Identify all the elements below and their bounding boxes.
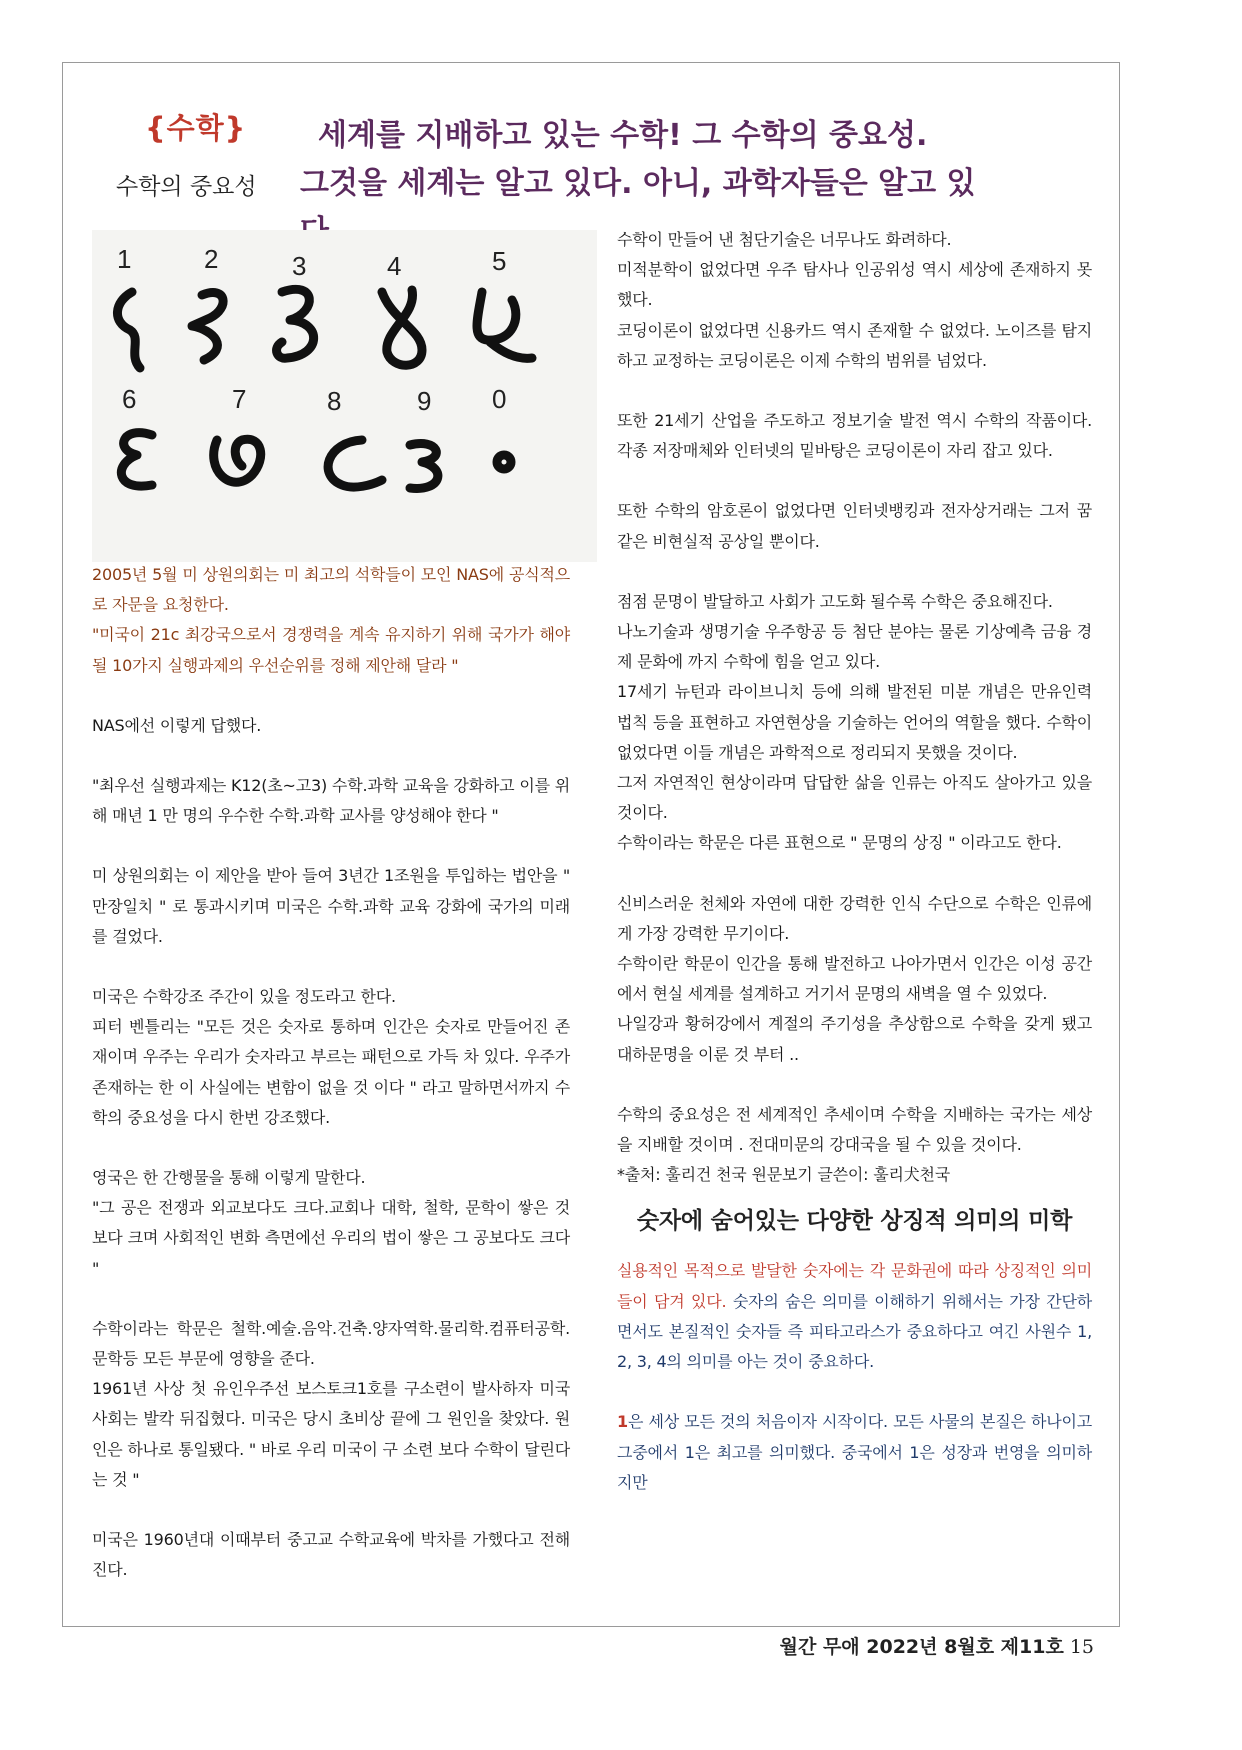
brahmi-glyph-7: [214, 439, 261, 482]
brahmi-glyph-8: [328, 440, 382, 487]
brahmi-glyph-5: [477, 292, 532, 358]
left-column: [92, 560, 570, 1585]
right-paragraph-2: 미적분학이 없었다면 우주 탐사나 인공위성 역시 세상에 존재하지 못했다.: [617, 260, 1092, 310]
left-paragraph-4b: 피터 벤틀리는 "모든 것은 숫자로 통하며 인간은 숫자로 만들어진 존재이며 우주는 우리가 숫자라고 부르는 패턴으로 가득 차 있다. 우주가 존재하는 한 이 사실에는 변함이 없을 것 이다 " 라고 말하면서까지 수학의 중요성을 다시 한번 강조했다.: [92, 1017, 570, 1127]
page-number: 15: [1069, 1636, 1094, 1658]
right-paragraph-1: 수학이 만들어 낸 첨단기술은 너무나도 화려하다.: [617, 230, 952, 249]
right-paragraph-6: 점점 문명이 발달하고 사회가 고도화 될수록 수학은 중요해진다.: [617, 591, 1053, 611]
digit-label-5: 5: [492, 246, 507, 276]
right-paragraph-14: 수학의 중요성은 전 세계적인 추세이며 수학을 지배하는 국가는 세상을 지배할 것이며 . 전대미문의 강대국을 될 수 있을 것이다.: [617, 1104, 1092, 1155]
left-paragraph-5a: 영국은 한 간행물을 통해 이렇게 말한다.: [92, 1168, 366, 1188]
left-paragraph-2: "최우선 실행과제는 K12(초~고3) 수학.과학 교육을 강화하고 이를 위해 매년 1 만 명의 우수한 수학.과학 교사를 양성해야 한다 ": [92, 776, 570, 826]
right-paragraph-4: 또한 21세기 산업을 주도하고 정보기술 발전 역시 수학의 작품이다. 각종 저장매체와 인터넷의 밑바탕은 코딩이론이 자리 잡고 있다.: [617, 411, 1092, 461]
symbolism-red-text: 실용적인 목적으로 발달한 숫자에는 각 문화권에 따라 상징적인 의미들이 담겨 있다.: [617, 1261, 1092, 1311]
right-column: [617, 225, 1092, 1498]
digit-label-8: 8: [327, 386, 342, 416]
right-paragraph-5: 또한 수학의 암호론이 없었다면 인터넷뱅킹과 전자상거래는 그저 꿈 같은 비현실적 공상일 뿐이다.: [617, 501, 1092, 551]
brahmi-glyph-6: [121, 433, 152, 486]
digit-label-9: 9: [417, 386, 432, 416]
brahmi-glyph-3: [277, 289, 314, 358]
brahmi-glyph-4: [382, 290, 422, 365]
brahmi-glyph-0: [497, 455, 511, 469]
digit-label-2: 2: [204, 244, 219, 274]
intro-paragraph-2: "미국이 21c 최강국으로서 경쟁력을 계속 유지하기 위해 국가가 해야 될 10가지 실행과제의 우선순위를 정해 제안해 달라 ": [92, 625, 570, 675]
digits-illustration: [92, 230, 597, 562]
right-paragraph-10: 수학이라는 학문은 다른 표현으로 " 문명의 상징 " 이라고도 한다.: [617, 833, 1062, 853]
left-paragraph-7: 미국은 1960년대 이때부터 중고교 수학교육에 박차를 가했다고 전해진다.: [92, 1530, 570, 1580]
left-paragraph-3: 미 상원의회는 이 제안을 받아 들여 3년간 1조원을 투입하는 법안을 " 만장일치 " 로 통과시키며 미국은 수학.과학 교육 강화에 국가의 미래를 걸었다.: [92, 866, 570, 946]
brahmi-digits-image: [92, 230, 597, 562]
section-heading: 숫자에 숨어있는 다양한 상징적 의미의 미학: [636, 1208, 1073, 1235]
symbolism-navy-text: 숫자의 숨은 의미를 이해하기 위해서는 가장 간단하면서도 본질적인 숫자들 즉 피타고라스가 중요하다고 여긴 사원수 1, 2, 3, 4의 의미를 아는 것이 중요하다.: [617, 1291, 1092, 1372]
subject-label: 수학의 중요성: [116, 174, 257, 200]
right-paragraph-7: 나노기술과 생명기술 우주항공 등 첨단 분야는 물론 기상예측 금융 경제 문화에 까지 수학에 힘을 얻고 있다.: [617, 622, 1092, 672]
number-one-text: 은 세상 모든 것의 처음이자 시작이다. 모든 사물의 본질은 하나이고 그중에서 1은 최고를 의미했다. 중국에서 1은 성장과 번영을 의미하지만: [617, 1412, 1092, 1492]
number-one: 1: [617, 1412, 628, 1432]
footer: [780, 1632, 1094, 1659]
left-paragraph-4a: 미국은 수학강조 주간이 있을 정도라고 한다.: [92, 987, 396, 1007]
right-paragraph-3: 코딩이론이 없었다면 신용카드 역시 존재할 수 없었다. 노이즈를 탐지하고 교정하는 코딩이론은 이제 수학의 범위를 넘었다.: [617, 320, 1092, 370]
digit-label-3: 3: [292, 251, 307, 281]
right-paragraph-11: 신비스러운 천체와 자연에 대한 강력한 인식 수단으로 수학은 인류에게 가장 강력한 무기이다.: [617, 893, 1092, 943]
left-paragraph-1: NAS에선 이렇게 답했다.: [92, 715, 262, 735]
symbolism-paragraph: [617, 1256, 1092, 1377]
digit-label-0: 0: [492, 384, 507, 414]
right-paragraph-12: 수학이란 학문이 인간을 통해 발전하고 나아가면서 인간은 이성 공간에서 현실 세계를 설계하고 거기서 문명의 새벽을 열 수 있었다.: [617, 954, 1092, 1004]
headline-line-2: 그것을 세계는 알고 있다. 아니, 과학자들은 알고 있: [300, 166, 976, 201]
source-credit: *출처: 훌리건 천국 원문보기 글쓴이: 훌리犬천국: [617, 1165, 951, 1185]
right-paragraph-13: 나일강과 황허강에서 계절의 주기성을 추상함으로 수학을 갖게 됐고 대하문명을 이룬 것 부터 ..: [617, 1014, 1092, 1064]
brahmi-glyph-1: [117, 292, 140, 368]
digit-label-7: 7: [232, 384, 247, 414]
digit-label-4: 4: [387, 251, 402, 281]
issue-label: 월간 무애 2022년 8월호 제11호: [779, 1636, 1064, 1658]
right-paragraph-9: 그저 자연적인 현상이라며 답답한 삶을 인류는 아직도 살아가고 있을 것이다.: [617, 773, 1092, 823]
number-one-paragraph: [617, 1407, 1092, 1498]
category-tag: {수학}: [145, 111, 247, 145]
brahmi-glyph-2: [192, 293, 223, 360]
digit-label-6: 6: [122, 384, 137, 414]
right-paragraph-8: 17세기 뉴턴과 라이브니치 등에 의해 발전된 미분 개념은 만유인력 법칙 등을 표현하고 자연현상을 기술하는 언어의 역할을 했다. 수학이 없었다면 이들 개념은 과학적으로 정리되지 못했을 것이다.: [617, 682, 1092, 762]
brahmi-glyph-9: [410, 444, 438, 489]
intro-paragraph-1: 2005년 5월 미 상원의회는 미 최고의 석학들이 모인 NAS에 공식적으로 자문을 요청한다.: [92, 565, 570, 615]
headline-line-1: 세계를 지배하고 있는 수학! 그 수학의 중요성.: [318, 118, 928, 153]
left-paragraph-6a: 수학이라는 학문은 철학.예술.음악.건축.양자역학.물리학.컴퓨터공학.문학등 모든 부문에 영향을 준다.: [92, 1318, 570, 1369]
digit-label-1: 1: [117, 244, 132, 274]
left-paragraph-6b: 1961년 사상 첫 유인우주선 보스토크1호를 구소련이 발사하자 미국사회는 발칵 뒤집혔다. 미국은 당시 초비상 끝에 그 원인을 찾았다. 원인은 하나로 통일됐다. " 바로 우리 미국이 구 소련 보다 수학이 달린다는 것 ": [92, 1379, 570, 1489]
left-paragraph-5b: "그 공은 전쟁과 외교보다도 크다.교회나 대학, 철학, 문학이 쌓은 것 보다 크며 사회적인 변화 측면에선 우리의 법이 쌓은 그 공보다도 크다 ": [92, 1198, 570, 1278]
